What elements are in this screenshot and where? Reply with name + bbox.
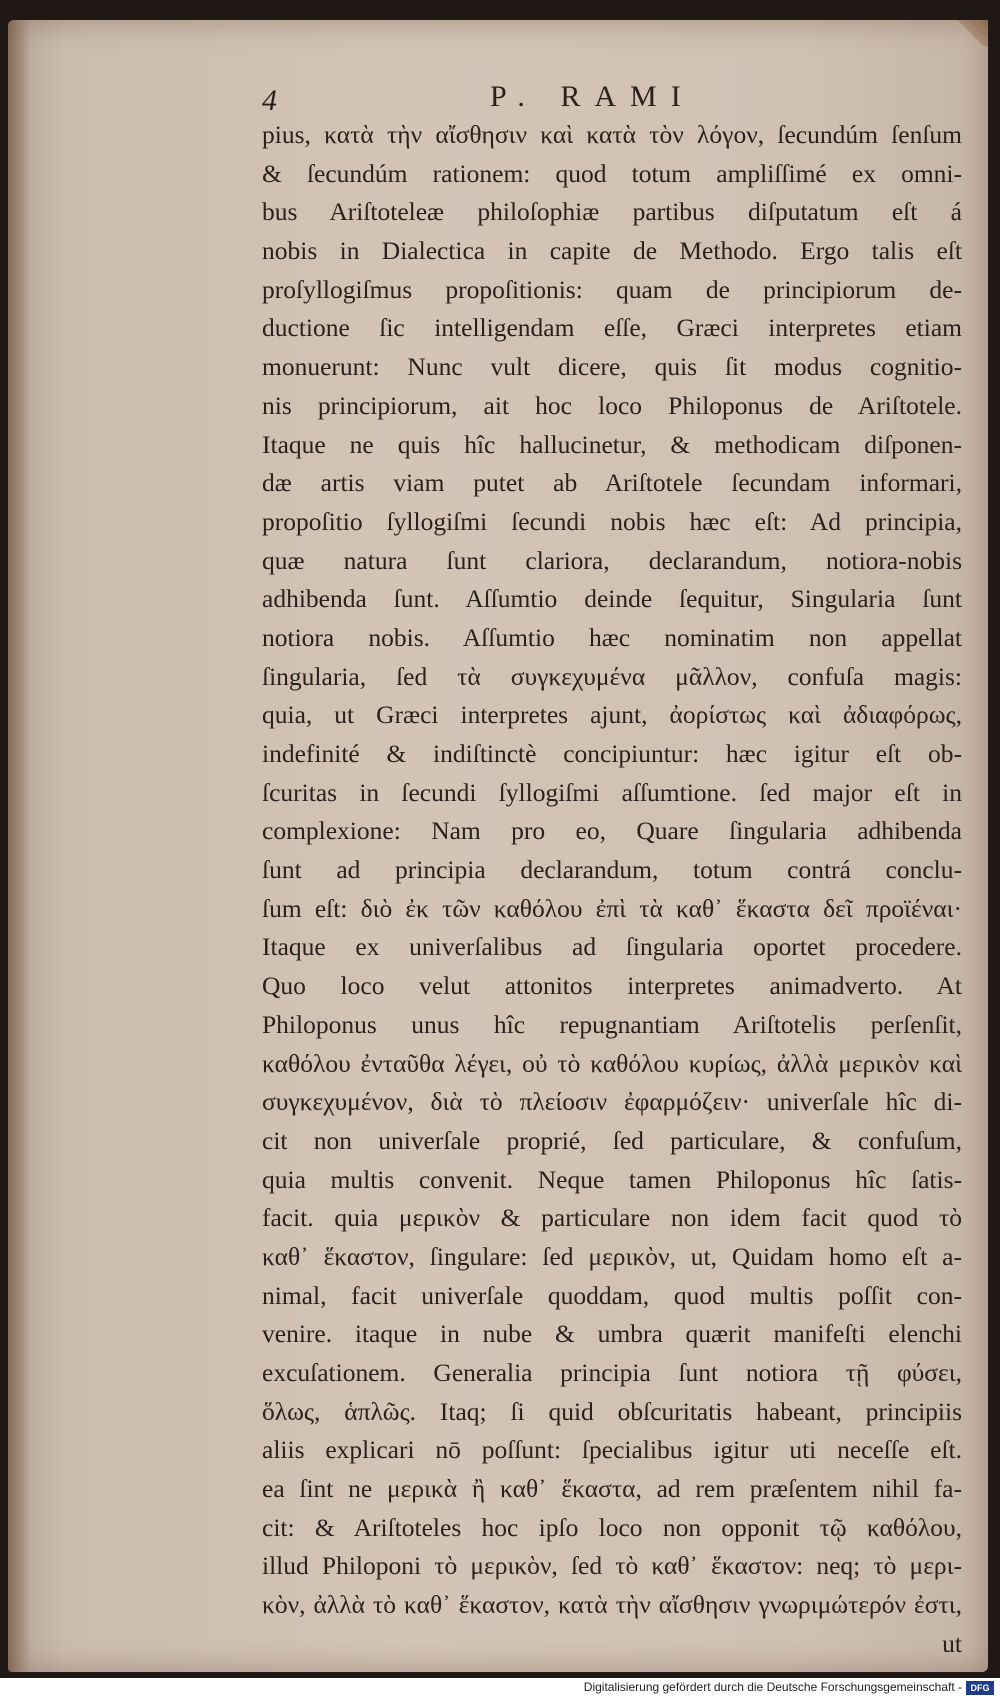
text-line: illud Philoponi τὸ μερικὸν, ſed τὸ καθ᾽ ἕκαστον: neq; τὸ μερι- xyxy=(262,1551,962,1581)
page-number: 4 xyxy=(262,84,277,117)
text-line: καθόλου ἐνταῦθα λέγει, οὐ τὸ καθόλου κυρίως, ἀλλὰ μερικὸν καὶ xyxy=(262,1048,962,1078)
text-line: bus Ariſtoteleæ philoſophiæ partibus diſputatum eſt á xyxy=(262,197,962,227)
text-line: quia, ut Græci interpretes ajunt, ἀορίστως καὶ ἀδιαφόρως, xyxy=(262,700,962,730)
text-line: καθ᾽ ἕκαστον, ſingulare: ſed μερικὸν, ut, Quidam homo eſt a- xyxy=(262,1241,962,1271)
text-line: ſum eſt: διὸ ἐκ τῶν καθόλου ἐπὶ τὰ καθ᾽ ἕκαστα δεῖ προϊέναι· xyxy=(262,893,962,923)
text-line: dæ artis viam putet ab Ariſtotele ſecundam informari, xyxy=(262,468,962,498)
running-head: P. RAMI xyxy=(490,80,695,113)
text-line: Quo loco velut attonitos interpretes animadverto. At xyxy=(262,971,962,1001)
text-line: ſcuritas in ſecundi ſyllogiſmi aſſumtione. ſed major eſt in xyxy=(262,777,962,807)
body-text xyxy=(262,116,962,1664)
text-line: quia multis convenit. Neque tamen Philoponus hîc ſatis- xyxy=(262,1164,962,1194)
text-line: Philoponus unus hîc repugnantiam Ariſtotelis perſenſit, xyxy=(262,1009,962,1039)
text-line: nimal, facit univerſale quoddam, quod multis poſſit con- xyxy=(262,1280,962,1310)
text-line: pius, κατὰ τὴν αἴσθησιν καὶ κατὰ τὸν λόγον, ſecundúm ſenſum xyxy=(262,120,962,149)
text-line: notiora nobis. Aſſumtio hæc nominatim non appellat xyxy=(262,622,962,652)
text-line: proſyllogiſmus propoſitionis: quam de principiorum de- xyxy=(262,274,962,304)
text-line: indefinité & indiſtinctè concipiuntur: hæc igitur eſt ob- xyxy=(262,739,962,768)
text-line: nis principiorum, ait hoc loco Philoponus de Ariſtotele. xyxy=(262,390,962,420)
text-line: monuerunt: Nunc vult dicere, quis ſit modus cognitio- xyxy=(262,352,962,382)
text-line: excuſationem. Generalia principia ſunt notiora τῇ φύσει, xyxy=(262,1358,962,1387)
text-line: venire. itaque in nube & umbra quærit manifeſti elenchi xyxy=(262,1319,962,1349)
page-gutter-shadow xyxy=(8,20,30,1672)
text-line: συγκεχυμένον, διὰ τὸ πλείοσιν ἐφαρμόζειν· univerſale hîc di- xyxy=(262,1087,962,1117)
page-header xyxy=(262,80,962,120)
text-line: aliis explicari nō poſſunt: ſpecialibus igitur uti neceſſe eſt. xyxy=(262,1435,962,1465)
text-line: nobis in Dialectica in capite de Methodo. Ergo talis eſt xyxy=(262,236,962,266)
text-line: ſunt ad principia declarandum, totum contrá conclu- xyxy=(262,855,962,885)
text-line: Itaque ex univerſalibus ad ſingularia oportet procedere. xyxy=(262,932,962,962)
text-line: ductione ſic intelligendam eſſe, Græci interpretes etiam xyxy=(262,313,962,343)
text-line: cit: & Ariſtoteles hoc ipſo loco non opponit τῷ καθόλου, xyxy=(262,1512,962,1542)
text-line: Itaque ne quis hîc hallucinetur, & methodicam diſponen- xyxy=(262,429,962,459)
text-line: ὅλως, ἁπλῶς. Itaq; ſi quid obſcuritatis habeant, principiis xyxy=(262,1396,962,1426)
text-line: adhibenda ſunt. Aſſumtio deinde ſequitur, Singularia ſunt xyxy=(262,584,962,614)
text-line: propoſitio ſyllogiſmi ſecundi nobis hæc eſt: Ad principia, xyxy=(262,506,962,536)
footer-credit: Digitalisierung gefördert durch die Deutsche Forschungsgemeinschaft - xyxy=(583,1680,962,1694)
text-line: ſingularia, ſed τὰ συγκεχυμένα μᾶλλον, confuſa magis: xyxy=(262,661,962,691)
text-line: quæ natura ſunt clariora, declarandum, notiora-nobis xyxy=(262,545,962,575)
text-line: complexione: Nam pro eo, Quare ſingularia adhibenda xyxy=(262,816,962,846)
page-corner xyxy=(954,20,988,46)
dfg-logo: DFG xyxy=(966,1681,994,1695)
text-line: facit. quia μερικὸν & particulare non idem facit quod τὸ xyxy=(262,1203,962,1233)
footer-bar xyxy=(0,1678,1000,1699)
text-line: κὸν, ἀλλὰ τὸ καθ᾽ ἕκαστον, κατὰ τὴν αἴσθησιν γνωριμώτερόν ἐστι, xyxy=(262,1590,962,1620)
text-line: ut xyxy=(942,1628,962,1658)
text-line: cit non univerſale proprié, ſed particulare, & confuſum, xyxy=(262,1125,962,1155)
text-line: ea ſint ne μερικὰ ἢ καθ᾽ ἕκαστα, ad rem præſentem nihil fa- xyxy=(262,1474,962,1504)
text-line: & ſecundúm rationem: quod totum ampliſſimé ex omni- xyxy=(262,158,962,188)
